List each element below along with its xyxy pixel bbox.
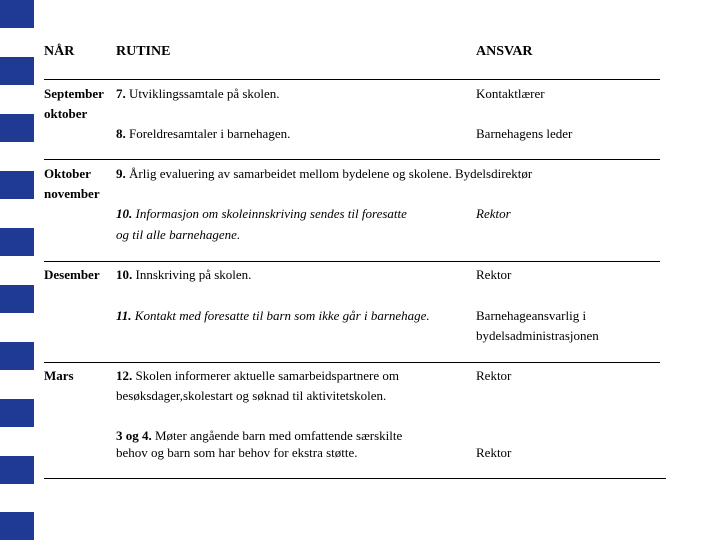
routine-item bbox=[116, 84, 280, 104]
divider bbox=[44, 261, 660, 262]
strip-block bbox=[0, 0, 34, 28]
routine-text: Møter angående barn med omfattende særskilte bbox=[155, 428, 403, 443]
routine-number: 3 og 4. bbox=[116, 428, 152, 443]
routine-number: 11. bbox=[116, 308, 132, 323]
routine-number: 12. bbox=[116, 368, 133, 383]
strip-block bbox=[0, 512, 34, 540]
divider bbox=[44, 79, 660, 80]
routine-number: 10. bbox=[116, 267, 133, 282]
strip-block bbox=[0, 171, 34, 199]
responsible-text: Rektor bbox=[476, 368, 512, 383]
strip-block bbox=[0, 57, 34, 85]
when-label: September bbox=[44, 86, 104, 101]
routine-number: 7. bbox=[116, 86, 126, 101]
responsible-text: Kontaktlærer bbox=[476, 86, 545, 101]
responsible-text: Barnehagens leder bbox=[476, 126, 573, 141]
routine-text: Utviklingssamtale på skolen. bbox=[129, 86, 280, 101]
routine-item bbox=[116, 164, 532, 184]
when-label: Desember bbox=[44, 267, 100, 282]
routine-text: Informasjon om skoleinnskriving sendes til foresatte bbox=[135, 206, 407, 221]
when-label: Mars bbox=[44, 368, 74, 383]
responsible-text: bydelsadministrasjonen bbox=[476, 328, 599, 343]
routine-text: Kontakt med foresatte til barn som ikke går i barnehage. bbox=[134, 308, 430, 323]
routine-item bbox=[116, 265, 251, 285]
strip-block bbox=[0, 399, 34, 427]
routine-text: Innskriving på skolen. bbox=[135, 267, 252, 282]
routine-text: Foreldresamtaler i barnehagen. bbox=[129, 126, 291, 141]
strip-block bbox=[0, 456, 34, 484]
routine-number: 9. bbox=[116, 166, 126, 181]
when-label: november bbox=[44, 186, 100, 201]
when-label: oktober bbox=[44, 106, 88, 121]
strip-block bbox=[0, 114, 34, 142]
divider bbox=[44, 159, 660, 160]
routine-number: 10. bbox=[116, 206, 133, 221]
header-routine: RUTINE bbox=[116, 44, 171, 59]
divider bbox=[44, 478, 666, 479]
responsible-text: Bydelsdirektør bbox=[454, 166, 533, 181]
when-label: Oktober bbox=[44, 166, 91, 181]
routine-item bbox=[116, 306, 430, 326]
responsible-text: Barnehageansvarlig i bbox=[476, 308, 587, 323]
routine-text: behov og barn som har behov for ekstra støtte. bbox=[116, 445, 358, 460]
strip-block bbox=[0, 285, 34, 313]
strip-block bbox=[0, 228, 34, 256]
routine-text: besøksdager,skolestart og søknad til aktivitetskolen. bbox=[116, 388, 387, 403]
divider bbox=[44, 362, 660, 363]
responsible-text: Rektor bbox=[476, 206, 511, 221]
routine-item bbox=[116, 124, 290, 144]
header-responsible: ANSVAR bbox=[476, 44, 533, 59]
routine-text: Skolen informerer aktuelle samarbeidspartnere om bbox=[135, 368, 400, 383]
responsible-text: Rektor bbox=[476, 445, 512, 460]
header-when: NÅR bbox=[44, 44, 75, 59]
strip-block bbox=[0, 342, 34, 370]
responsible-text: Rektor bbox=[476, 267, 512, 282]
routine-item bbox=[116, 366, 399, 386]
routine-text: Årlig evaluering av samarbeidet mellom bydelene og skolene. bbox=[129, 166, 452, 181]
decorative-side-strip bbox=[0, 0, 34, 540]
routine-text: og til alle barnehagene. bbox=[116, 227, 241, 242]
routine-number: 8. bbox=[116, 126, 126, 141]
routine-item bbox=[116, 204, 407, 224]
